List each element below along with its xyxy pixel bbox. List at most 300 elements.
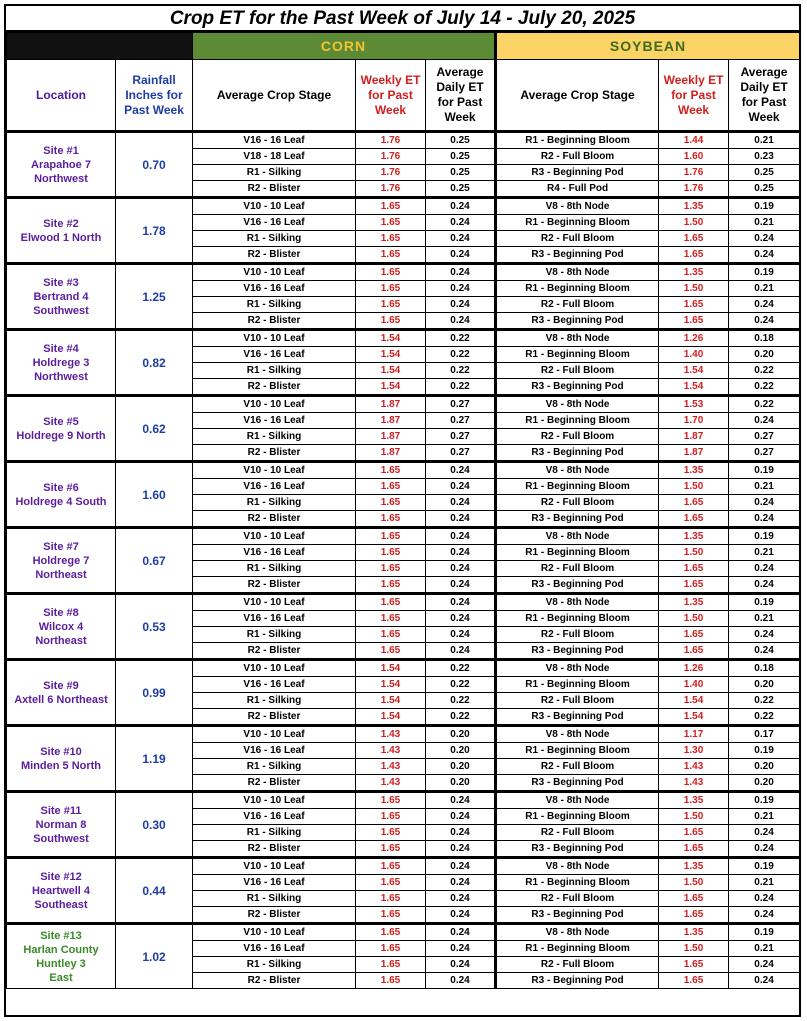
corn-weekly-et: 1.65: [356, 561, 426, 577]
corn-weekly-et: 1.65: [356, 462, 426, 479]
corn-crop-stage: R1 - Silking: [193, 165, 356, 181]
site-name-line: Norman 8: [35, 818, 87, 831]
corn-crop-stage: R2 - Blister: [193, 775, 356, 792]
soybean-crop-stage: V8 - 8th Node: [496, 330, 659, 347]
soybean-weekly-et: 1.30: [659, 743, 729, 759]
site-location: [7, 132, 116, 198]
corn-weekly-et: 1.87: [356, 429, 426, 445]
corn-weekly-et: 1.65: [356, 825, 426, 841]
soybean-weekly-et: 1.70: [659, 413, 729, 429]
corn-crop-stage: V16 - 16 Leaf: [193, 347, 356, 363]
site-name-line: Northeast: [35, 568, 87, 581]
soybean-weekly-et: 1.65: [659, 511, 729, 528]
corn-weekly-et: 1.65: [356, 297, 426, 313]
corn-daily-et: 0.24: [426, 875, 496, 891]
soybean-daily-et: 0.24: [729, 907, 800, 924]
rainfall-header-line: Inches for: [125, 87, 183, 102]
soybean-daily-et: 0.19: [729, 858, 800, 875]
corn-weekly-et: 1.65: [356, 941, 426, 957]
corn-daily-et: 0.22: [426, 347, 496, 363]
soybean-crop-stage: R3 - Beginning Pod: [496, 841, 659, 858]
weekly-et-header-line: Weekly ET: [360, 72, 421, 87]
corn-weekly-et: 1.65: [356, 198, 426, 215]
corn-daily-et: 0.20: [426, 743, 496, 759]
site-name-line: Site #3: [43, 276, 79, 289]
soybean-crop-stage: R2 - Full Bloom: [496, 149, 659, 165]
rainfall-header-line: Past Week: [124, 102, 184, 117]
soybean-daily-et: 0.24: [729, 891, 800, 907]
soybean-crop-stage: V8 - 8th Node: [496, 396, 659, 413]
table-row: [7, 198, 800, 215]
corn-weekly-et: 1.65: [356, 264, 426, 281]
soybean-daily-et: 0.20: [729, 775, 800, 792]
soybean-weekly-et: 1.35: [659, 594, 729, 611]
corn-crop-stage: R2 - Blister: [193, 313, 356, 330]
soybean-weekly-et: 1.35: [659, 858, 729, 875]
soybean-weekly-et: 1.50: [659, 545, 729, 561]
soybean-daily-et: 0.27: [729, 429, 800, 445]
soybean-daily-et: 0.20: [729, 759, 800, 775]
soybean-crop-stage: R2 - Full Bloom: [496, 297, 659, 313]
corn-daily-et: 0.24: [426, 198, 496, 215]
corn-weekly-et: 1.43: [356, 759, 426, 775]
site-name-line: Holdrege 7: [32, 554, 90, 567]
corn-daily-et: 0.24: [426, 858, 496, 875]
site-location: [7, 462, 116, 528]
soybean-crop-stage: R3 - Beginning Pod: [496, 379, 659, 396]
soybean-weekly-et: 1.76: [659, 165, 729, 181]
soybean-weekly-et: 1.35: [659, 462, 729, 479]
corn-daily-et: 0.24: [426, 561, 496, 577]
corn-daily-et: 0.20: [426, 726, 496, 743]
corn-daily-et: 0.24: [426, 611, 496, 627]
soybean-crop-stage-header: Average Crop Stage: [496, 60, 659, 132]
soybean-weekly-et: 1.35: [659, 924, 729, 941]
soybean-weekly-et: 1.65: [659, 313, 729, 330]
corn-crop-stage: V10 - 10 Leaf: [193, 858, 356, 875]
corn-weekly-et: 1.65: [356, 891, 426, 907]
soybean-daily-et: 0.24: [729, 247, 800, 264]
soybean-weekly-et: 1.35: [659, 792, 729, 809]
soybean-weekly-et: 1.65: [659, 891, 729, 907]
soybean-daily-et: 0.24: [729, 561, 800, 577]
site-location: [7, 858, 116, 924]
soybean-crop-stage: R1 - Beginning Bloom: [496, 809, 659, 825]
corn-crop-stage: V10 - 10 Leaf: [193, 462, 356, 479]
soybean-weekly-et: 1.54: [659, 709, 729, 726]
soybean-daily-et: 0.24: [729, 825, 800, 841]
daily-et-header-line: Average: [740, 65, 788, 79]
corn-weekly-et: 1.87: [356, 413, 426, 429]
corn-crop-stage: V10 - 10 Leaf: [193, 924, 356, 941]
rainfall-header-line: Rainfall: [132, 72, 176, 87]
corn-crop-stage: R2 - Blister: [193, 181, 356, 198]
table-row: [7, 528, 800, 545]
site-name-line: Northwest: [34, 172, 88, 185]
soybean-crop-stage: R3 - Beginning Pod: [496, 643, 659, 660]
soybean-crop-stage: R2 - Full Bloom: [496, 429, 659, 445]
site-name-line: Wilcox 4: [38, 620, 84, 633]
site-name-line: Site #11: [40, 804, 82, 817]
corn-daily-et: 0.27: [426, 413, 496, 429]
corn-weekly-et: 1.65: [356, 479, 426, 495]
soybean-daily-et: 0.21: [729, 611, 800, 627]
corn-weekly-et: 1.76: [356, 165, 426, 181]
corn-crop-stage: R2 - Blister: [193, 247, 356, 264]
soybean-daily-et: 0.19: [729, 528, 800, 545]
corn-daily-et: 0.24: [426, 825, 496, 841]
soybean-crop-stage: R3 - Beginning Pod: [496, 445, 659, 462]
soybean-weekly-et: 1.65: [659, 973, 729, 989]
soybean-weekly-et: 1.87: [659, 429, 729, 445]
soybean-crop-stage: R2 - Full Bloom: [496, 627, 659, 643]
site-location: [7, 924, 116, 989]
soybean-weekly-et: 1.54: [659, 693, 729, 709]
soybean-weekly-et: 1.65: [659, 577, 729, 594]
soybean-crop-stage: R2 - Full Bloom: [496, 561, 659, 577]
soybean-daily-et: 0.21: [729, 809, 800, 825]
crop-band-row: [7, 33, 800, 60]
soybean-daily-et: 0.24: [729, 231, 800, 247]
corn-crop-stage: V16 - 16 Leaf: [193, 132, 356, 149]
soybean-crop-stage: R1 - Beginning Bloom: [496, 281, 659, 297]
soybean-daily-et: 0.21: [729, 875, 800, 891]
site-rainfall: 0.30: [116, 792, 193, 858]
soybean-daily-et: 0.19: [729, 743, 800, 759]
weekly-et-header-line: Weekly ET: [663, 72, 724, 87]
soybean-crop-stage: R1 - Beginning Bloom: [496, 677, 659, 693]
site-name-line: Site #13: [40, 929, 82, 942]
site-name-line: Holdrege 9 North: [16, 429, 106, 442]
corn-weekly-et: 1.43: [356, 775, 426, 792]
soybean-daily-et: 0.21: [729, 479, 800, 495]
corn-weekly-et: 1.54: [356, 363, 426, 379]
corn-crop-stage: V10 - 10 Leaf: [193, 660, 356, 677]
corn-daily-et: 0.24: [426, 545, 496, 561]
soybean-daily-et: 0.20: [729, 347, 800, 363]
soybean-daily-et-header: [729, 60, 800, 132]
corn-crop-stage: V16 - 16 Leaf: [193, 941, 356, 957]
site-rainfall: 0.99: [116, 660, 193, 726]
corn-weekly-et: 1.65: [356, 495, 426, 511]
corn-weekly-et: 1.76: [356, 181, 426, 198]
site-location: [7, 792, 116, 858]
site-name-line: Site #6: [43, 481, 79, 494]
soybean-daily-et: 0.20: [729, 677, 800, 693]
site-location: [7, 198, 116, 264]
corn-weekly-et: 1.65: [356, 215, 426, 231]
corn-crop-stage: R1 - Silking: [193, 627, 356, 643]
corn-weekly-et: 1.54: [356, 330, 426, 347]
soybean-crop-stage: R3 - Beginning Pod: [496, 973, 659, 989]
soybean-daily-et: 0.22: [729, 363, 800, 379]
site-name-line: Arapahoe 7: [31, 158, 91, 171]
daily-et-header-line: Week: [444, 110, 476, 124]
table-row: [7, 858, 800, 875]
corn-daily-et: 0.24: [426, 891, 496, 907]
soybean-weekly-et: 1.87: [659, 445, 729, 462]
table-row: [7, 660, 800, 677]
corn-daily-et: 0.27: [426, 445, 496, 462]
soybean-daily-et: 0.21: [729, 941, 800, 957]
soybean-weekly-et: 1.40: [659, 347, 729, 363]
corn-daily-et: 0.25: [426, 132, 496, 149]
corn-daily-et: 0.24: [426, 528, 496, 545]
soybean-daily-et: 0.19: [729, 198, 800, 215]
site-name-line: Site #4: [43, 342, 79, 355]
soybean-crop-stage: R2 - Full Bloom: [496, 891, 659, 907]
soybean-crop-stage: R1 - Beginning Bloom: [496, 479, 659, 495]
corn-weekly-et: 1.54: [356, 709, 426, 726]
corn-weekly-et: 1.65: [356, 875, 426, 891]
corn-daily-et: 0.25: [426, 149, 496, 165]
soybean-weekly-et: 1.65: [659, 495, 729, 511]
corn-weekly-et: 1.54: [356, 379, 426, 396]
soybean-weekly-et: 1.65: [659, 561, 729, 577]
corn-weekly-et: 1.65: [356, 545, 426, 561]
corn-weekly-et: 1.43: [356, 743, 426, 759]
site-rainfall: 0.53: [116, 594, 193, 660]
corn-crop-stage: V10 - 10 Leaf: [193, 726, 356, 743]
soybean-crop-stage: R2 - Full Bloom: [496, 759, 659, 775]
corn-weekly-et: 1.76: [356, 149, 426, 165]
site-rainfall: 0.82: [116, 330, 193, 396]
rainfall-header: [116, 60, 193, 132]
table-row: [7, 726, 800, 743]
soybean-weekly-et: 1.65: [659, 957, 729, 973]
soybean-daily-et: 0.24: [729, 957, 800, 973]
corn-weekly-et: 1.54: [356, 660, 426, 677]
corn-weekly-et: 1.65: [356, 313, 426, 330]
corn-crop-stage: V16 - 16 Leaf: [193, 677, 356, 693]
soybean-crop-stage: R3 - Beginning Pod: [496, 165, 659, 181]
site-name-line: Northeast: [35, 634, 87, 647]
column-header-row: [7, 60, 800, 132]
soybean-crop-stage: R3 - Beginning Pod: [496, 709, 659, 726]
soybean-daily-et: 0.18: [729, 330, 800, 347]
corn-daily-et: 0.24: [426, 281, 496, 297]
corn-daily-et: 0.24: [426, 957, 496, 973]
corn-weekly-et: 1.65: [356, 611, 426, 627]
corn-crop-stage: V16 - 16 Leaf: [193, 875, 356, 891]
soybean-crop-stage: R1 - Beginning Bloom: [496, 413, 659, 429]
site-location: [7, 660, 116, 726]
corn-weekly-et: 1.65: [356, 594, 426, 611]
corn-weekly-et: 1.43: [356, 726, 426, 743]
corn-crop-stage: R1 - Silking: [193, 429, 356, 445]
soybean-crop-stage: R2 - Full Bloom: [496, 693, 659, 709]
corn-crop-stage: V10 - 10 Leaf: [193, 330, 356, 347]
corn-crop-stage: R2 - Blister: [193, 445, 356, 462]
daily-et-header-line: Daily ET: [436, 80, 484, 94]
corn-daily-et: 0.22: [426, 660, 496, 677]
site-rainfall: 1.78: [116, 198, 193, 264]
soybean-weekly-et: 1.35: [659, 528, 729, 545]
corn-crop-stage: R1 - Silking: [193, 297, 356, 313]
soybean-daily-et: 0.24: [729, 413, 800, 429]
soybean-weekly-et: 1.65: [659, 825, 729, 841]
site-name-line: Elwood 1 North: [20, 231, 102, 244]
site-name-line: Site #8: [43, 606, 79, 619]
soybean-crop-stage: R1 - Beginning Bloom: [496, 941, 659, 957]
soybean-weekly-et: 1.60: [659, 149, 729, 165]
soybean-weekly-et: 1.50: [659, 809, 729, 825]
corn-daily-et: 0.24: [426, 215, 496, 231]
site-name-line: Harlan County: [23, 943, 99, 956]
soybean-daily-et: 0.24: [729, 495, 800, 511]
weekly-et-header-line: for Past: [368, 87, 413, 102]
corn-daily-et: 0.22: [426, 330, 496, 347]
corn-daily-et: 0.24: [426, 247, 496, 264]
site-rainfall: 1.25: [116, 264, 193, 330]
daily-et-header-line: Average: [436, 65, 484, 79]
site-name-line: Site #5: [43, 415, 79, 428]
corn-weekly-et: 1.65: [356, 231, 426, 247]
soybean-crop-stage: R3 - Beginning Pod: [496, 907, 659, 924]
table-row: [7, 132, 800, 149]
soybean-weekly-et: 1.65: [659, 627, 729, 643]
corn-weekly-et: 1.65: [356, 792, 426, 809]
soybean-crop-stage: V8 - 8th Node: [496, 924, 659, 941]
corn-crop-stage: R1 - Silking: [193, 891, 356, 907]
corn-daily-et: 0.24: [426, 297, 496, 313]
table-row: [7, 264, 800, 281]
corn-crop-stage: R1 - Silking: [193, 759, 356, 775]
table-row: [7, 330, 800, 347]
site-rainfall: 1.02: [116, 924, 193, 989]
soybean-crop-stage: V8 - 8th Node: [496, 462, 659, 479]
corn-crop-stage: V16 - 16 Leaf: [193, 413, 356, 429]
table-row: [7, 792, 800, 809]
soybean-crop-stage: R3 - Beginning Pod: [496, 775, 659, 792]
corn-weekly-et: 1.65: [356, 627, 426, 643]
soybean-crop-stage: R1 - Beginning Bloom: [496, 743, 659, 759]
soybean-daily-et: 0.19: [729, 792, 800, 809]
corn-crop-stage: V10 - 10 Leaf: [193, 792, 356, 809]
soybean-band: SOYBEAN: [496, 33, 800, 60]
corn-daily-et: 0.24: [426, 841, 496, 858]
soybean-crop-stage: R1 - Beginning Bloom: [496, 215, 659, 231]
site-name-line: Southwest: [33, 304, 89, 317]
site-name-line: Site #2: [43, 217, 79, 230]
site-name-line: Northwest: [34, 370, 88, 383]
corn-daily-et: 0.22: [426, 363, 496, 379]
corn-weekly-et: 1.87: [356, 396, 426, 413]
corn-crop-stage: V16 - 16 Leaf: [193, 611, 356, 627]
soybean-daily-et: 0.24: [729, 313, 800, 330]
et-report: [4, 4, 801, 1017]
corn-crop-stage: R2 - Blister: [193, 709, 356, 726]
corn-daily-et: 0.24: [426, 511, 496, 528]
corn-daily-et: 0.24: [426, 924, 496, 941]
soybean-weekly-et: 1.54: [659, 379, 729, 396]
corn-crop-stage: V16 - 16 Leaf: [193, 479, 356, 495]
soybean-crop-stage: V8 - 8th Node: [496, 858, 659, 875]
corn-crop-stage: R2 - Blister: [193, 841, 356, 858]
soybean-crop-stage: V8 - 8th Node: [496, 198, 659, 215]
corn-daily-et: 0.24: [426, 594, 496, 611]
corn-daily-et: 0.24: [426, 313, 496, 330]
corn-crop-stage: R1 - Silking: [193, 495, 356, 511]
soybean-crop-stage: R2 - Full Bloom: [496, 363, 659, 379]
soybean-crop-stage: R4 - Full Pod: [496, 181, 659, 198]
corn-crop-stage: V18 - 18 Leaf: [193, 149, 356, 165]
location-header: Location: [7, 60, 116, 132]
corn-weekly-et: 1.65: [356, 809, 426, 825]
corn-crop-stage: R1 - Silking: [193, 561, 356, 577]
soybean-daily-et: 0.22: [729, 693, 800, 709]
soybean-daily-et: 0.24: [729, 297, 800, 313]
corn-crop-stage: V16 - 16 Leaf: [193, 545, 356, 561]
corn-daily-et: 0.24: [426, 462, 496, 479]
soybean-weekly-et: 1.54: [659, 363, 729, 379]
weekly-et-header-line: Week: [374, 102, 407, 117]
corn-crop-stage: V16 - 16 Leaf: [193, 809, 356, 825]
soybean-crop-stage: R3 - Beginning Pod: [496, 577, 659, 594]
soybean-daily-et: 0.19: [729, 264, 800, 281]
soybean-weekly-et: 1.50: [659, 611, 729, 627]
corn-crop-stage: R1 - Silking: [193, 825, 356, 841]
corn-daily-et: 0.24: [426, 495, 496, 511]
soybean-crop-stage: R3 - Beginning Pod: [496, 247, 659, 264]
soybean-daily-et: 0.21: [729, 545, 800, 561]
corn-crop-stage: R1 - Silking: [193, 957, 356, 973]
corn-daily-et: 0.24: [426, 792, 496, 809]
corn-crop-stage: V10 - 10 Leaf: [193, 594, 356, 611]
corn-crop-stage: V10 - 10 Leaf: [193, 264, 356, 281]
soybean-weekly-et: 1.65: [659, 231, 729, 247]
site-name-line: Holdrege 4 South: [15, 495, 107, 508]
corn-daily-et: 0.25: [426, 181, 496, 198]
corn-weekly-et: 1.65: [356, 907, 426, 924]
corn-weekly-et: 1.65: [356, 858, 426, 875]
soybean-weekly-et: 1.50: [659, 215, 729, 231]
table-row: [7, 924, 800, 941]
soybean-weekly-et: 1.65: [659, 841, 729, 858]
site-location: [7, 528, 116, 594]
soybean-daily-et: 0.22: [729, 709, 800, 726]
corn-weekly-et-header: [356, 60, 426, 132]
site-location: [7, 396, 116, 462]
weekly-et-header-line: for Past: [671, 87, 716, 102]
corn-daily-et: 0.22: [426, 709, 496, 726]
corn-crop-stage: R1 - Silking: [193, 231, 356, 247]
blank-band-cell: [7, 33, 193, 60]
site-rainfall: 1.60: [116, 462, 193, 528]
corn-crop-stage: V10 - 10 Leaf: [193, 198, 356, 215]
corn-weekly-et: 1.54: [356, 677, 426, 693]
weekly-et-header-line: Week: [677, 102, 710, 117]
site-name-line: Site #10: [40, 745, 82, 758]
soybean-weekly-et: 1.53: [659, 396, 729, 413]
soybean-daily-et: 0.18: [729, 660, 800, 677]
soybean-weekly-et: 1.35: [659, 264, 729, 281]
soybean-crop-stage: R1 - Beginning Bloom: [496, 875, 659, 891]
corn-daily-et: 0.24: [426, 231, 496, 247]
corn-crop-stage: R2 - Blister: [193, 379, 356, 396]
table-row: [7, 462, 800, 479]
corn-daily-et: 0.24: [426, 643, 496, 660]
site-name-line: Site #1: [43, 144, 79, 157]
soybean-crop-stage: R2 - Full Bloom: [496, 957, 659, 973]
corn-crop-stage: R1 - Silking: [193, 363, 356, 379]
corn-weekly-et: 1.65: [356, 957, 426, 973]
site-rainfall: 0.62: [116, 396, 193, 462]
soybean-daily-et: 0.19: [729, 462, 800, 479]
soybean-weekly-et: 1.50: [659, 479, 729, 495]
corn-crop-stage: V16 - 16 Leaf: [193, 215, 356, 231]
site-location: [7, 330, 116, 396]
